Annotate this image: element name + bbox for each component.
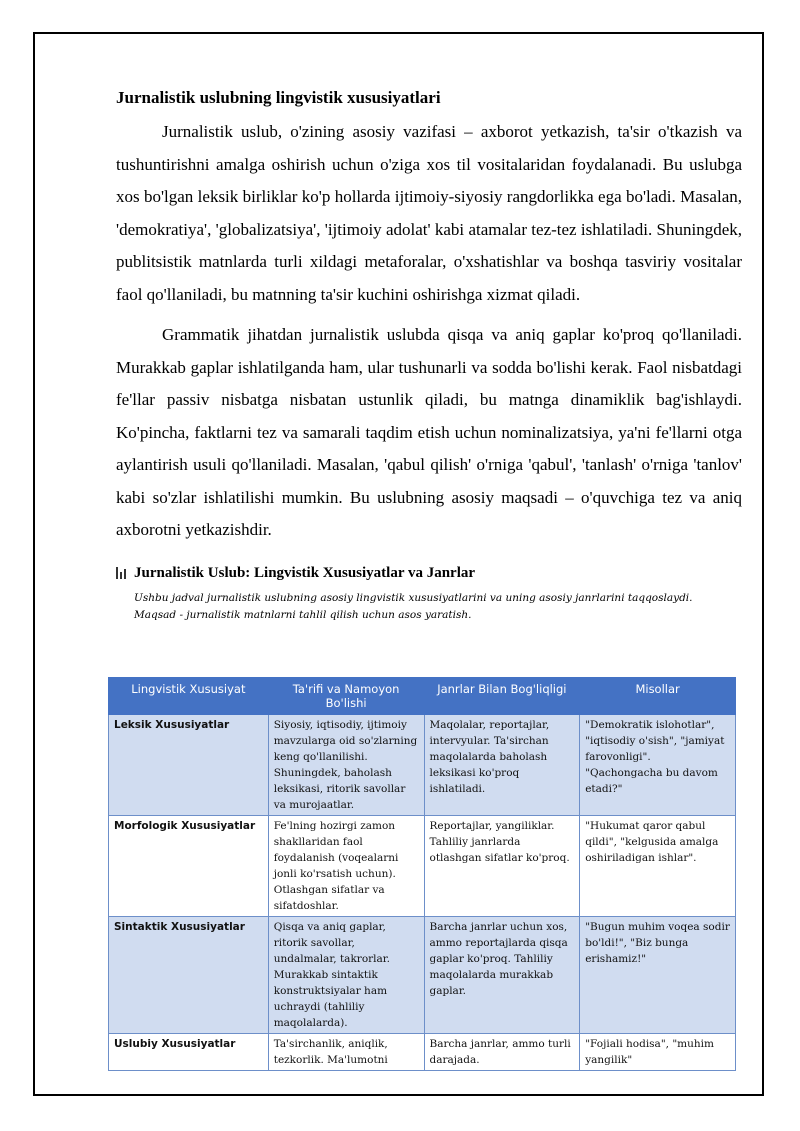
cell-feature: Leksik Xususiyatlar	[109, 715, 269, 816]
table-row	[109, 816, 736, 917]
cell-genres: Barcha janrlar, ammo turli darajada.	[424, 1034, 580, 1071]
paragraph-1: Jurnalistik uslub, o'zining asosiy vazifasi – axborot yetkazish, ta'sir o'tkazish va tushuntirishni amalga oshirish uchun o'ziga xos til vositalaridan foydalanadi. Bu uslubga xos bo'lgan leksik birliklar ko'p hollarda ijtimoiy-siyosiy rangdorlikka ega bo'ladi. Masalan, 'demokratiya', 'globalizatsiya', 'ijtimoiy adolat' kabi atamalar tez-tez ishlatiladi. Shuningdek, publitsistik matnlarda turli xildagi metaforalar, o'xshatishlar va boshqa tasviriy vositalar faol qo'llaniladi, bu matnning ta'sir kuchini oshirishga xizmat qiladi.	[116, 122, 742, 304]
cell-examples: "Fojiali hodisa", "muhim yangilik"	[580, 1034, 736, 1071]
cell-examples: "Demokratik islohotlar", "iqtisodiy o'sish", "jamiyat farovonligi". "Qachongacha bu davom etadi?"	[580, 715, 736, 816]
cell-genres: Reportajlar, yangiliklar. Tahliliy janrlarda otlashgan sifatlar ko'proq.	[424, 816, 580, 917]
header-examples: Misollar	[580, 678, 736, 715]
bar-chart-icon	[116, 567, 128, 579]
table-header-row	[109, 678, 736, 715]
cell-feature: Uslubiy Xususiyatlar	[109, 1034, 269, 1071]
header-genres: Janrlar Bilan Bog'liqligi	[424, 678, 580, 715]
cell-genres: Barcha janrlar uchun xos, ammo reportajlarda qisqa gaplar ko'proq. Tahliliy maqolalarda murakkab gaplar.	[424, 917, 580, 1034]
table-row	[109, 917, 736, 1034]
header-definition: Ta'rifi va Namoyon Bo'lishi	[268, 678, 424, 715]
cell-definition: Ta'sirchanlik, aniqlik, tezkorlik. Ma'lumotni	[268, 1034, 424, 1071]
cell-definition: Siyosiy, iqtisodiy, ijtimoiy mavzularga oid so'zlarning keng qo'llanilishi. Shuningdek, baholash leksikasi, ritorik savollar va murojaatlar.	[268, 715, 424, 816]
cell-feature: Sintaktik Xususiyatlar	[109, 917, 269, 1034]
cell-feature: Morfologik Xususiyatlar	[109, 816, 269, 917]
document-title: Jurnalistik uslubning lingvistik xususiyatlari	[116, 88, 441, 107]
table-row	[109, 715, 736, 816]
cell-definition: Fe'lning hozirgi zamon shakllaridan faol foydalanish (voqealarni jonli ko'rsatish uchun). Otlashgan sifatlar va sifatdoshlar.	[268, 816, 424, 917]
table-heading-text: Jurnalistik Uslub: Lingvistik Xususiyatlar va Janrlar	[134, 564, 476, 581]
table-caption	[134, 590, 742, 624]
table-row	[109, 1034, 736, 1071]
features-table	[108, 677, 736, 1071]
document-body	[116, 88, 742, 630]
cell-examples: "Hukumat qaror qabul qildi", "kelgusida amalga oshiriladigan ishlar".	[580, 816, 736, 917]
cell-examples: "Bugun muhim voqea sodir bo'ldi!", "Biz bunga erishamiz!"	[580, 917, 736, 1034]
cell-genres: Maqolalar, reportajlar, intervyular. Ta'sirchan maqolalarda baholash leksikasi ko'proq ishlatiladi.	[424, 715, 580, 816]
table-caption-line-2: Maqsad - jurnalistik matnlarni tahlil qilish uchun asos yaratish.	[134, 608, 472, 621]
table-caption-line-1: Ushbu jadval jurnalistik uslubning asosiy lingvistik xususiyatlarini va uning asosiy janrlarini taqqoslaydi.	[134, 591, 693, 604]
cell-definition: Qisqa va aniq gaplar, ritorik savollar, undalmalar, takrorlar. Murakkab sintaktik konstruktsiyalar ham uchraydi (tahliliy maqolalarda).	[268, 917, 424, 1034]
paragraph-2: Grammatik jihatdan jurnalistik uslubda qisqa va aniq gaplar ko'proq qo'llaniladi. Murakkab gaplar ishlatilganda ham, ular tushunarli va sodda bo'lishi kerak. Faol nisbatdagi fe'llar passiv nisbatga nisbatan ustunlik qiladi, bu matnga dinamiklik bag'ishlaydi. Ko'pincha, faktlarni tez va samarali taqdim etish uchun nominalizatsiya, ya'ni fe'llarni otga aylantirish usuli qo'llaniladi. Masalan, 'qabul qilish' o'rniga 'qabul', 'tanlash' o'rniga 'tanlov' kabi so'zlar ishlatilishi mumkin. Bu uslubning asosiy maqsadi – o'quvchiga tez va aniq axborotni yetkazishdir.	[116, 325, 742, 539]
table-heading	[116, 565, 742, 582]
header-feature: Lingvistik Xususiyat	[109, 678, 269, 715]
